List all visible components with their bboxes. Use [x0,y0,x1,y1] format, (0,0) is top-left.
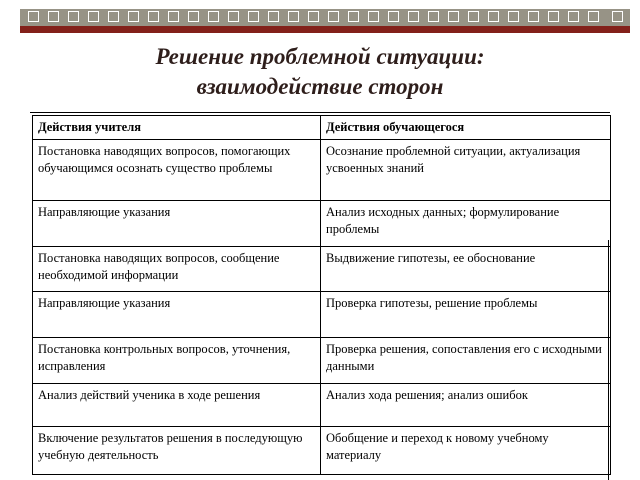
decorative-square [248,11,259,22]
table-header-row [33,116,611,140]
student-action-cell: Осознание проблемной ситуации, актуализация усвоенных знаний [321,140,611,201]
interaction-table-wrapper [32,115,611,475]
decorative-square [588,11,599,22]
decorative-square [328,11,339,22]
title-line-2: взаимодействие сторон [196,74,444,99]
decorative-square [508,11,519,22]
decorative-squares [20,9,630,26]
decorative-square [488,11,499,22]
teacher-action-cell: Постановка контрольных вопросов, уточнения, исправления [33,338,321,384]
header-student-actions: Действия обучающегося [321,116,611,140]
decorative-top-bar [20,9,630,26]
table-row [33,247,611,292]
decorative-square [548,11,559,22]
decorative-square [108,11,119,22]
decorative-square [208,11,219,22]
decorative-square [28,11,39,22]
student-action-cell: Анализ исходных данных; формулирование проблемы [321,201,611,247]
interaction-table [32,115,611,475]
decorative-square [468,11,479,22]
decorative-square [288,11,299,22]
decorative-square [408,11,419,22]
decorative-square [528,11,539,22]
student-action-cell: Проверка гипотезы, решение проблемы [321,292,611,338]
decorative-square [128,11,139,22]
decorative-square [268,11,279,22]
decorative-square [308,11,319,22]
teacher-action-cell: Включение результатов решения в последующую учебную деятельность [33,427,321,475]
teacher-action-cell: Постановка наводящих вопросов, сообщение необходимой информации [33,247,321,292]
decorative-square [612,11,623,22]
table-row [33,427,611,475]
student-action-cell: Выдвижение гипотезы, ее обоснование [321,247,611,292]
decorative-right-rule [608,240,609,480]
decorative-square [448,11,459,22]
decorative-square [68,11,79,22]
decorative-square [48,11,59,22]
table-row [33,384,611,427]
table-row [33,338,611,384]
decorative-square [88,11,99,22]
teacher-action-cell: Постановка наводящих вопросов, помогающих обучающимся осознать существо проблемы [33,140,321,201]
student-action-cell: Обобщение и переход к новому учебному материалу [321,427,611,475]
student-action-cell: Проверка решения, сопоставления его с исходными данными [321,338,611,384]
decorative-square [188,11,199,22]
table-row [33,292,611,338]
decorative-square [168,11,179,22]
title-line-1: Решение проблемной ситуации: [155,44,485,69]
decorative-square [368,11,379,22]
teacher-action-cell: Направляющие указания [33,292,321,338]
decorative-square [388,11,399,22]
teacher-action-cell: Направляющие указания [33,201,321,247]
decorative-red-bar [20,26,630,33]
student-action-cell: Анализ хода решения; анализ ошибок [321,384,611,427]
slide-title [20,42,620,102]
table-row [33,140,611,201]
decorative-square [428,11,439,22]
table-row [33,201,611,247]
decorative-square [568,11,579,22]
decorative-square [348,11,359,22]
header-teacher-actions: Действия учителя [33,116,321,140]
decorative-square [148,11,159,22]
decorative-square [228,11,239,22]
table-top-rule [30,112,610,113]
teacher-action-cell: Анализ действий ученика в ходе решения [33,384,321,427]
